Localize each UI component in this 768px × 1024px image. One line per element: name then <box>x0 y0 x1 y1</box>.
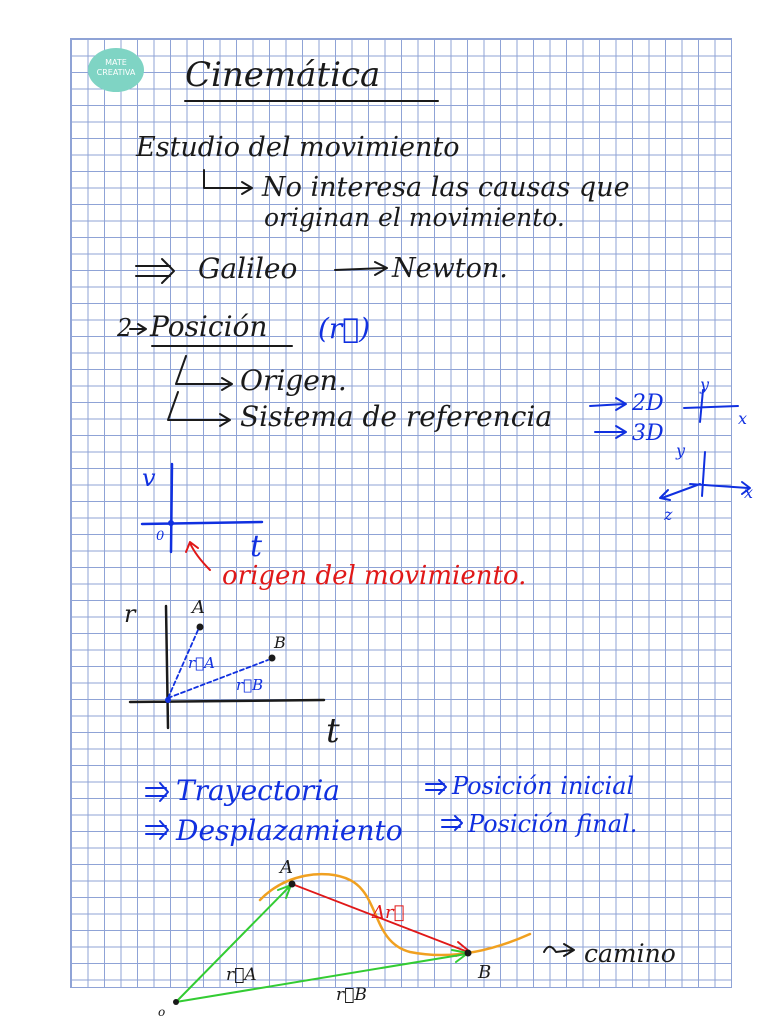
line-desplazamiento: Desplazamiento <box>176 814 403 847</box>
line-estudio: Estudio del movimiento <box>136 132 460 163</box>
origin-pointer-arrow <box>186 542 210 570</box>
vt-axis-t: t <box>250 529 263 564</box>
logo-line1: MATE <box>105 58 127 67</box>
traj-label-ra: r⃗A <box>226 965 257 985</box>
rt-axes <box>130 606 324 728</box>
traj-label-delta-r: Δr⃗ <box>372 902 405 923</box>
posicion-number: 2 <box>117 314 133 342</box>
camino-arrow <box>544 944 574 956</box>
hook-arrow-1 <box>204 170 250 188</box>
label-3d: 3D <box>632 421 664 446</box>
traj-origin <box>173 999 179 1005</box>
posicion-arrow <box>130 324 146 334</box>
vt-axis-v: v <box>142 464 156 492</box>
rt-axis-t: t <box>326 711 340 751</box>
line-posicion: Posición <box>150 310 268 343</box>
line-no-interesa: No interesa las causas que <box>262 172 630 203</box>
logo-line2: CREATIVA <box>96 68 136 77</box>
hook-arrow-origen <box>176 356 232 390</box>
traj-point-b <box>465 950 472 957</box>
axis-3d-x: x <box>744 483 754 502</box>
line-origen-mov: origen del movimiento. <box>222 561 527 591</box>
implies-arrow-1 <box>136 259 174 283</box>
implies-desplazamiento <box>146 821 168 839</box>
line-trayectoria: Trayectoria <box>176 774 340 807</box>
line-sistema: Sistema de referencia <box>240 400 553 433</box>
rt-label-a: A <box>192 597 205 618</box>
traj-label-b: B <box>478 962 492 983</box>
traj-point-a <box>289 881 296 888</box>
axes-3d <box>660 452 750 500</box>
hook-arrow-sistema <box>168 392 230 426</box>
posicion-symbol: (r⃗) <box>318 312 371 345</box>
label-2d: 2D <box>632 391 664 416</box>
axis-3d-y: y <box>676 441 686 460</box>
arrow-2d <box>590 398 626 410</box>
rt-point-a <box>197 624 204 631</box>
line-originan: originan el movimiento. <box>264 203 565 232</box>
traj-label-o: o <box>158 1005 166 1019</box>
rt-axis-r: r <box>124 600 136 628</box>
axis-2d-x: x <box>738 409 748 428</box>
rt-label-b: B <box>274 633 286 652</box>
line-pos-final: Posición final. <box>468 810 638 838</box>
traj-label-rb: r⃗B <box>336 985 367 1005</box>
rt-point-b <box>269 655 276 662</box>
implies-pos-inicial <box>426 780 446 794</box>
traj-label-a: A <box>280 857 293 878</box>
axes-2d <box>684 390 738 422</box>
rt-label-ra: r⃗A <box>188 654 216 672</box>
rt-label-rb: r⃗B <box>236 676 264 694</box>
vt-axis-zero: 0 <box>156 529 165 544</box>
axis-3d-z: z <box>664 505 673 524</box>
implies-trayectoria <box>146 783 168 801</box>
vt-origin-dot <box>168 520 174 526</box>
arrow-3d <box>595 426 626 438</box>
axis-2d-y: y <box>700 375 710 394</box>
title: Cinemática <box>185 55 381 95</box>
line-pos-inicial: Posición inicial <box>452 772 635 800</box>
line-camino: camino <box>584 939 676 968</box>
line-galileo: Galileo <box>198 252 298 285</box>
implies-pos-final <box>442 816 462 830</box>
line-newton: Newton. <box>392 253 508 284</box>
line-origen: Origen. <box>240 364 347 397</box>
arrow-galileo-newton <box>335 262 387 275</box>
